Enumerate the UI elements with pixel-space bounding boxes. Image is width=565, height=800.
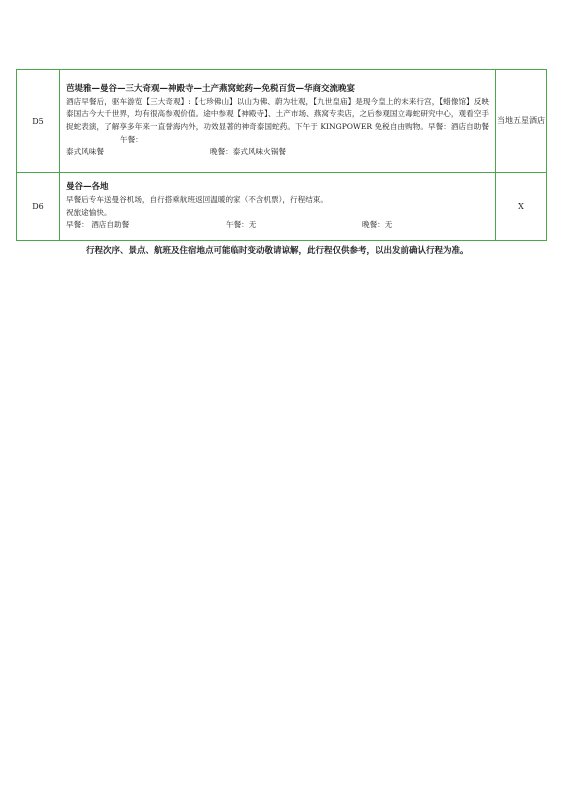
dinner-info: 晚餐：无 xyxy=(362,220,393,230)
hotel-cell: 当地五星酒店 xyxy=(496,70,547,173)
day-title: 芭堤雅—曼谷—三大奇观—神殿寺—土产燕窝蛇药—免税百货—华商交流晚宴 xyxy=(66,83,356,94)
meals-line xyxy=(66,146,489,159)
meals-line xyxy=(66,219,489,232)
table-row xyxy=(17,173,547,241)
itinerary-table xyxy=(16,69,547,241)
day-description-text: 酒店早餐后，驱车游览【三大奇观】:【七珍佛山】以山为佛、蔚为壮观，【九世皇庙】是现今皇上的未来行宫，【蜡像馆】反映泰国古今大千世界，均有很高参观价值。途中参观【神殿寺】、土产市场、燕窝专卖店，之后参观国立毒蛇研究中心，观看空手捉蛇表演，了解享多年来一直誉海内外，功效显著的神奇泰国蛇药。下午于 KINGPOWER 免税自由购物。早餐：酒店自助餐 xyxy=(66,96,489,131)
day-farewell: 祝旅途愉快。 xyxy=(66,207,112,217)
hotel-cell: X xyxy=(496,173,547,241)
day-cell: D5 xyxy=(17,70,60,173)
dinner-info: 晚餐：泰式风味火锅餐 xyxy=(210,147,286,157)
breakfast-info: 早餐： 酒店自助餐 xyxy=(66,220,130,230)
lunch-label: 午餐： xyxy=(120,134,143,144)
lunch-detail: 泰式风味餐 xyxy=(66,147,104,157)
table-row xyxy=(17,70,547,173)
day-description xyxy=(66,96,489,146)
day-title: 曼谷—各地 xyxy=(66,181,109,192)
day-description: 早餐后专车送曼谷机场，自行搭乘航班返回温暖的家（不含机票），行程结束。 xyxy=(66,194,328,204)
day-content-cell xyxy=(60,173,496,241)
footer-note: 行程次序、景点、航班及住宿地点可能临时变动敬请谅解，此行程仅供参考，以出发前确认行程为准。 xyxy=(86,246,469,256)
lunch-info: 午餐：无 xyxy=(226,220,257,230)
day-cell: D6 xyxy=(17,173,60,241)
day-content-cell xyxy=(60,70,496,173)
